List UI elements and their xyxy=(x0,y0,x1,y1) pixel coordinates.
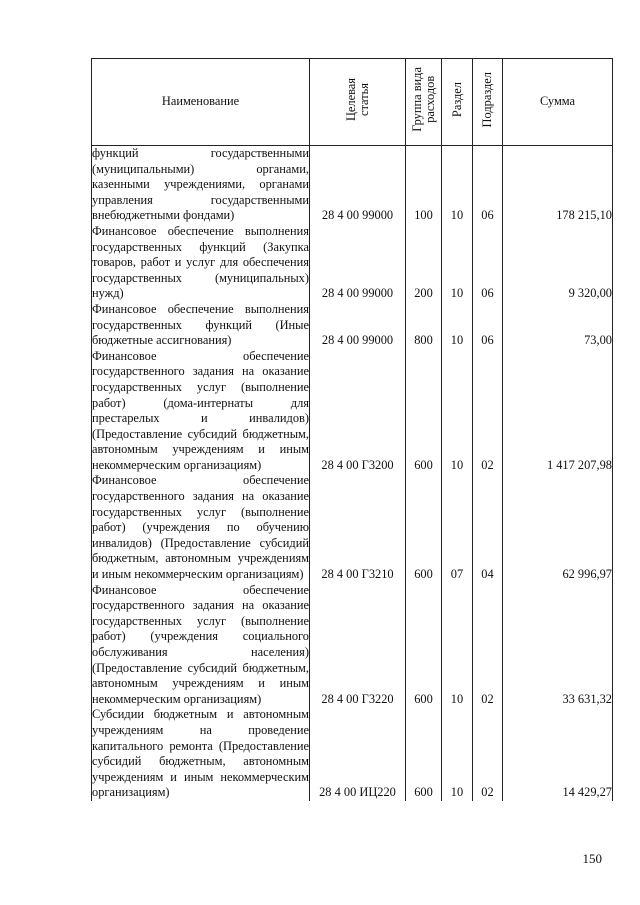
row-expense-group: 600 xyxy=(406,349,442,474)
row-target-article: 28 4 00 ИЦ220 xyxy=(310,707,406,801)
table-row xyxy=(92,224,613,302)
row-subsection: 02 xyxy=(473,583,503,708)
table-row xyxy=(92,473,613,582)
row-target-article: 28 4 00 99000 xyxy=(310,302,406,349)
row-sum: 62 996,97 xyxy=(503,473,613,582)
row-sum: 73,00 xyxy=(503,302,613,349)
header-subsection-label: Подраздел xyxy=(480,71,494,128)
row-section: 10 xyxy=(442,349,473,474)
row-section: 10 xyxy=(442,224,473,302)
row-expense-group: 600 xyxy=(406,583,442,708)
row-expense-group: 100 xyxy=(406,146,442,224)
row-expense-group: 600 xyxy=(406,473,442,582)
row-section: 07 xyxy=(442,473,473,582)
row-section: 10 xyxy=(442,146,473,224)
row-sum: 9 320,00 xyxy=(503,224,613,302)
row-name: Финансовое обеспечение выполнения государственных функций (Закупка товаров, работ и услуг для обеспечения государственных (муниципальных) нужд) xyxy=(92,223,309,301)
row-sum: 1 417 207,98 xyxy=(503,349,613,474)
table-row xyxy=(92,707,613,801)
row-subsection: 04 xyxy=(473,473,503,582)
header-target-article xyxy=(310,59,406,146)
budget-table xyxy=(91,58,613,801)
row-name: Субсидии бюджетным и автономным учреждениям на проведение капитального ремонта (Предоставление субсидий бюджетным, автономным учреждениям и иным некоммерческим организациям) xyxy=(92,707,309,800)
row-subsection: 02 xyxy=(473,707,503,801)
header-expense-group xyxy=(406,59,442,146)
row-name: Финансовое обеспечение государственного задания на оказание государственных услуг (выполнение работ) (дома-интернаты для престарелых и инвалидов) (Предоставление субсидий бюджетным, автономным учреждениям и иным некоммерческим организациям) xyxy=(92,348,309,472)
header-subsection xyxy=(473,59,503,146)
header-group-label: Группа вида расходов xyxy=(409,67,437,133)
table-row xyxy=(92,302,613,349)
row-section: 10 xyxy=(442,302,473,349)
table-header-row xyxy=(92,59,613,146)
row-name: Финансовое обеспечение государственного задания на оказание государственных услуг (выполнение работ) (учреждения по обучению инвалидов) (Предоставление субсидий бюджетным, автономным учреждениям и иным некоммерческим организациям) xyxy=(92,473,309,582)
row-sum: 33 631,32 xyxy=(503,583,613,708)
row-name: функций государственными (муниципальными) органами, казенными учреждениями, органами управления государственными внебюджетными фондами) xyxy=(92,146,309,223)
table-row xyxy=(92,146,613,224)
row-target-article: 28 4 00 Г3210 xyxy=(310,473,406,582)
header-sum: Сумма xyxy=(503,59,613,146)
page-number: 150 xyxy=(582,851,602,866)
row-section: 10 xyxy=(442,707,473,801)
header-section-label: Раздел xyxy=(449,82,464,118)
table-row xyxy=(92,583,613,708)
row-subsection: 06 xyxy=(473,224,503,302)
row-name: Финансовое обеспечение выполнения государственных функций (Иные бюджетные ассигнования) xyxy=(92,301,309,348)
row-sum: 14 429,27 xyxy=(503,707,613,801)
row-target-article: 28 4 00 99000 xyxy=(310,146,406,224)
header-target-label: Целевая статья xyxy=(343,78,371,122)
header-name: Наименование xyxy=(92,59,310,146)
row-name: Финансовое обеспечение государственного задания на оказание государственных услуг (выполнение работ) (учреждения социального обслуживания населения) (Предоставление субсидий бюджетным, автономным учреждениям и иным некоммерческим организациям) xyxy=(92,582,309,706)
row-target-article: 28 4 00 99000 xyxy=(310,224,406,302)
header-section xyxy=(442,59,473,146)
row-sum: 178 215,10 xyxy=(503,146,613,224)
row-subsection: 06 xyxy=(473,146,503,224)
row-subsection: 02 xyxy=(473,349,503,474)
row-expense-group: 600 xyxy=(406,707,442,801)
row-target-article: 28 4 00 Г3200 xyxy=(310,349,406,474)
table-row xyxy=(92,349,613,474)
row-subsection: 06 xyxy=(473,302,503,349)
row-expense-group: 800 xyxy=(406,302,442,349)
row-target-article: 28 4 00 Г3220 xyxy=(310,583,406,708)
row-expense-group: 200 xyxy=(406,224,442,302)
row-section: 10 xyxy=(442,583,473,708)
